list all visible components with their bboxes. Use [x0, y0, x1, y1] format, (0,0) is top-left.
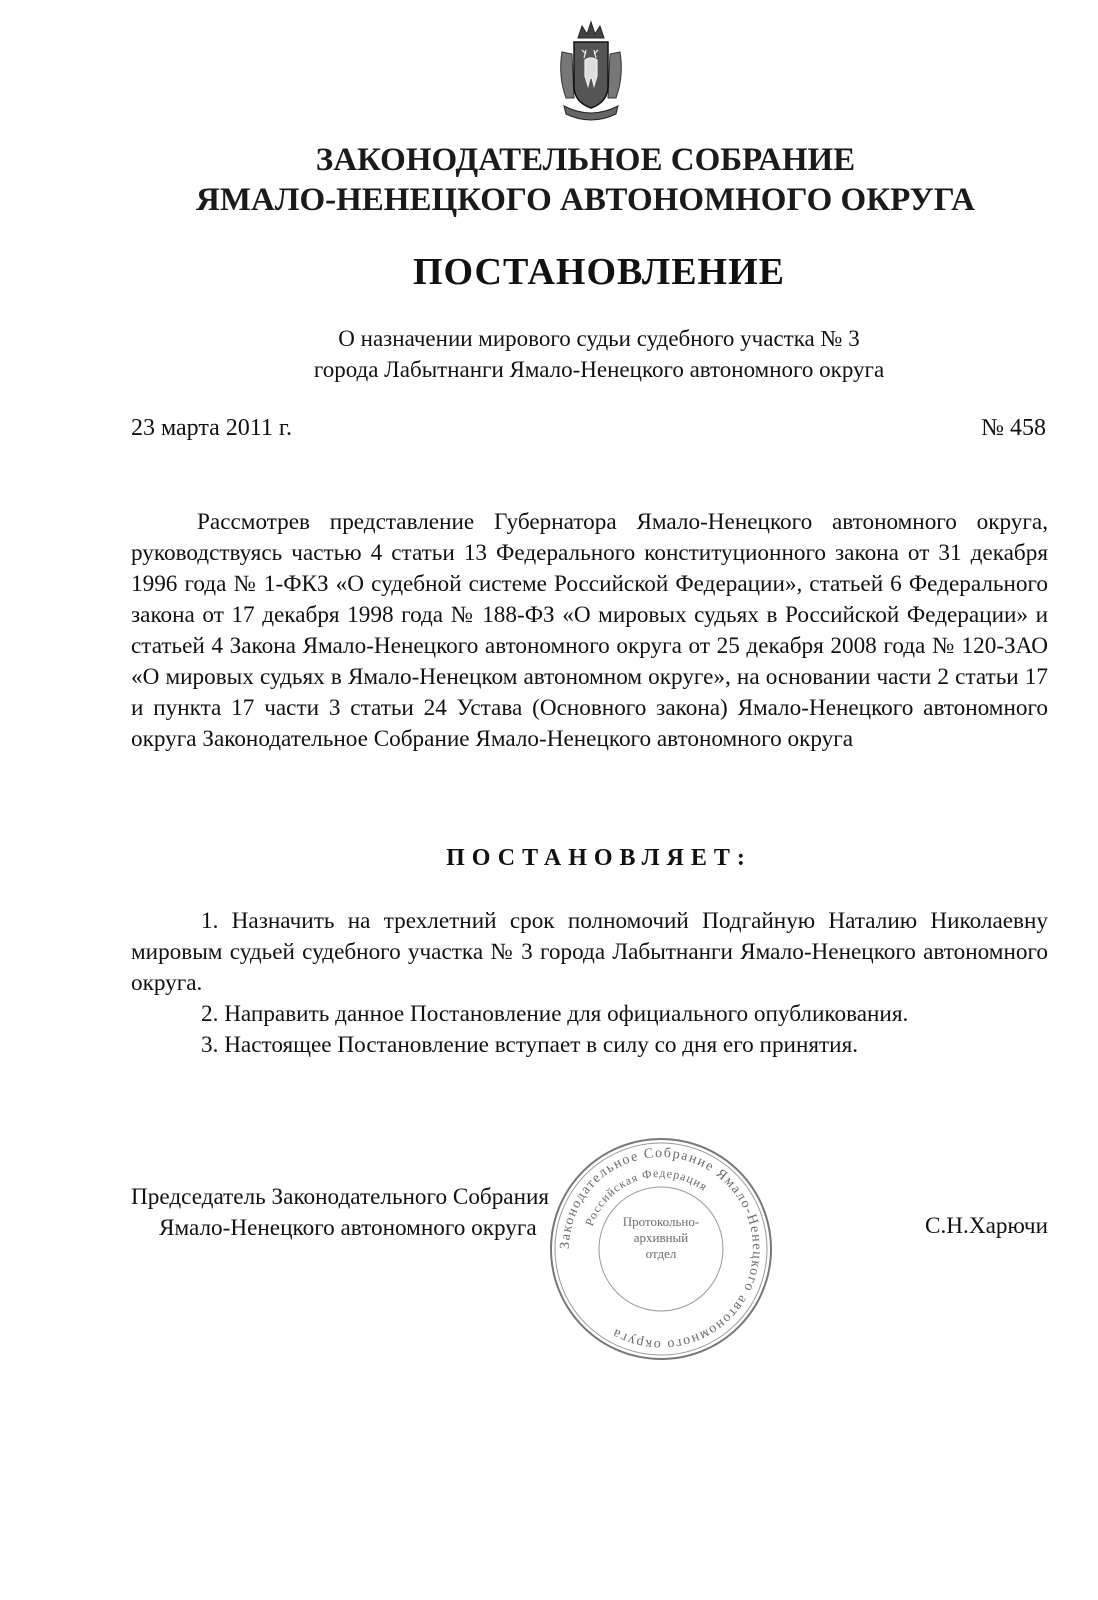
document-type: ПОСТАНОВЛЕНИЕ [412, 251, 786, 293]
organization-line-2: ЯМАЛО-НЕНЕЦКОГО АВТОНОМНОГО ОКРУГА [196, 182, 975, 218]
subject-line-2: города Лабытнанги Ямало-Ненецкого автономного округа [313, 357, 885, 382]
preamble-paragraph: Рассмотрев представление Губернатора Ямало-Ненецкого автономного округа, руководствуясь частью 4 статьи 13 Федерального конституционного закона от 31 декабря 1996 года № 1-ФКЗ «О судебной системе Российской Федерации», статьей 6 Федерального закона от 17 декабря 1998 года № 188-ФЗ «О мировых судьях в Российской Федерации» и статьей 4 Закона Ямало-Ненецкого автономного округа от 25 декабря 2008 года № 120-ЗАО «О мировых судьях в Ямало-Ненецком автономном округе», на основании части 2 статьи 17 и пункта 17 части 3 статьи 24 Устава (Основного закона) Ямало-Ненецкого автономного округа Законодательное Собрание Ямало-Ненецкого автономного округа [131, 509, 1048, 752]
resolution-items [131, 906, 1048, 1061]
signatory-position-line-2: Ямало-Ненецкого автономного округа [159, 1215, 537, 1241]
resolution-item: 3. Настоящее Постановление вступает в силу со дня его принятия. [201, 1032, 859, 1058]
document-date: 23 марта 2011 г. [131, 415, 293, 441]
organization-title [0, 140, 1098, 220]
stamp-center-line-1: Протокольно- [622, 1214, 700, 1229]
signatory-position [131, 1182, 549, 1244]
document-number: № 458 [981, 415, 1046, 441]
resolution-item: 1. Назначить на трехлетний срок полномочий Подгайную Наталию Николаевну мировым судьей судебного участка № 3 города Лабытнанги Ямало-Ненецкого автономного округа. [131, 908, 1048, 996]
document-subject [0, 323, 1098, 385]
subject-line-1: О назначении мирового судьи судебного участка № 3 [338, 326, 860, 351]
signatory-position-line-1: Председатель Законодательного Собрания [131, 1184, 550, 1210]
resolves-heading: ПОСТАНОВЛЯЕТ: [446, 845, 752, 871]
organization-line-1: ЗАКОНОДАТЕЛЬНОЕ СОБРАНИЕ [315, 142, 856, 178]
coat-of-arms-icon [556, 16, 626, 126]
signatory-name: С.Н.Харючи [925, 1213, 1048, 1239]
stamp-center-line-2: архивный [633, 1230, 689, 1245]
stamp-ring-text: Законодательное Собрание Ямало-Ненецкого автономного округа [557, 1145, 765, 1353]
stamp-center-line-3: отдел [645, 1246, 677, 1261]
official-stamp [548, 1136, 774, 1362]
resolution-item: 2. Направить данное Постановление для официального опубликования. [201, 1001, 909, 1027]
stamp-inner-ring-text: Российская Федерация [582, 1165, 711, 1228]
